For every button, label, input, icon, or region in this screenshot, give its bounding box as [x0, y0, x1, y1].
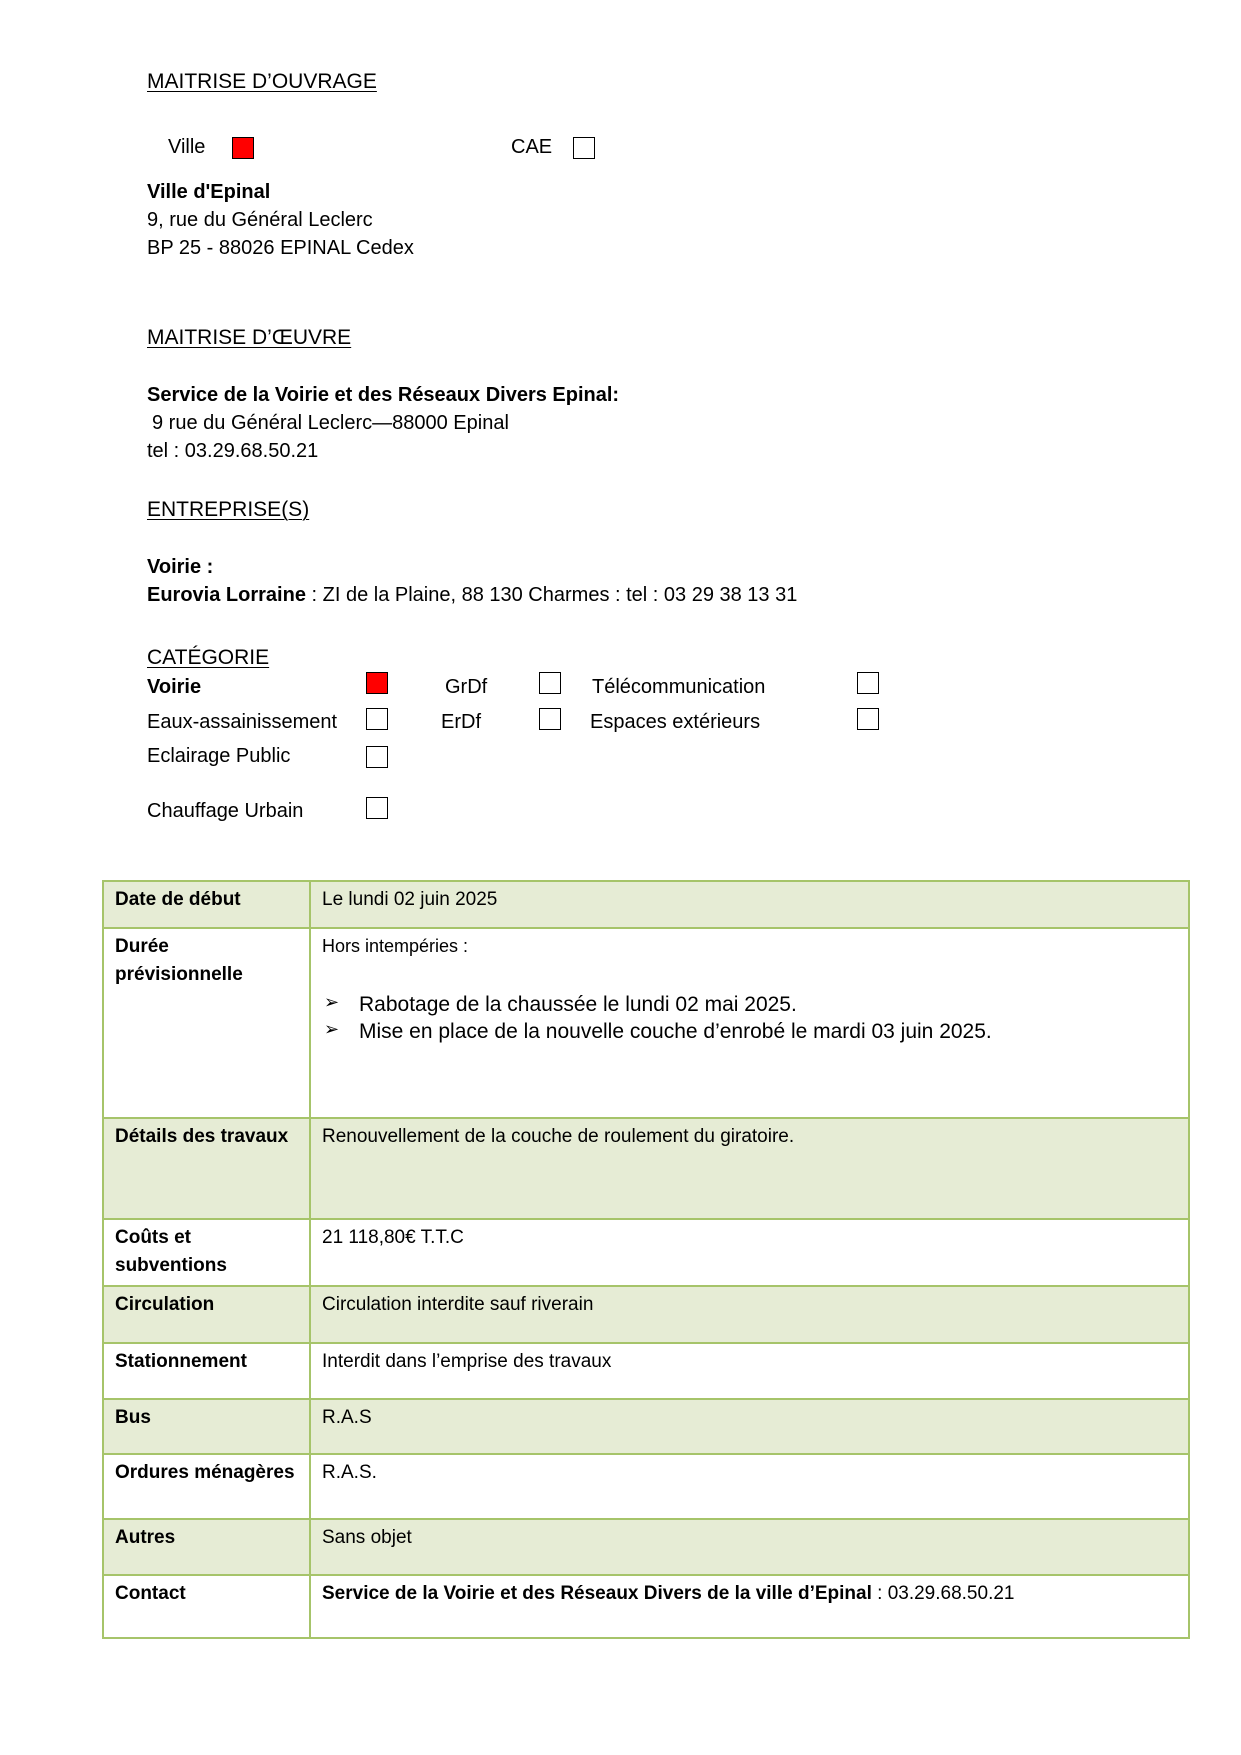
ouvrage-address-line1: 9, rue du Général Leclerc	[147, 209, 373, 231]
ouvrage-option-ville-label: Ville	[168, 136, 206, 158]
entreprise-domain: Voirie :	[147, 556, 214, 578]
bus-value: R.A.S	[310, 1399, 1189, 1454]
arrow-bullet-icon: ➢	[324, 1019, 340, 1040]
duree-step	[322, 991, 1178, 1018]
couts-label: Coûts et subventions	[103, 1219, 310, 1286]
categorie-label-espaces: Espaces extérieurs	[590, 711, 761, 733]
maitrise-ouvrage-heading: MAITRISE D’OUVRAGE	[147, 70, 377, 93]
contact-service-name: Service de la Voirie et des Réseaux Divers de la ville d’Epinal	[322, 1583, 872, 1605]
entreprises-heading: ENTREPRISE(S)	[147, 498, 310, 521]
details-value: Renouvellement de la couche de roulement du giratoire.	[310, 1118, 1189, 1219]
categorie-label-telecom: Télécommunication	[592, 676, 766, 698]
ordures-label: Ordures ménagères	[103, 1454, 310, 1519]
ouvrage-name: Ville d'Epinal	[147, 181, 271, 203]
oeuvre-name: Service de la Voirie et des Réseaux Divers Epinal:	[147, 384, 620, 406]
ouvrage-ville-checkbox[interactable]	[232, 137, 254, 159]
categorie-eaux-checkbox[interactable]	[366, 708, 388, 730]
contact-label: Contact	[103, 1575, 310, 1638]
contact-phone: : 03.29.68.50.21	[871, 1583, 1015, 1605]
couts-value: 21 118,80€ T.T.C	[310, 1219, 1189, 1286]
date-debut-label: Date de début	[103, 881, 310, 928]
table-row-bus	[103, 1399, 1189, 1454]
table-row-stationnement	[103, 1343, 1189, 1399]
table-row-contact	[103, 1575, 1189, 1638]
table-row-date-debut	[103, 881, 1189, 928]
autres-label: Autres	[103, 1519, 310, 1575]
circulation-label: Circulation	[103, 1286, 310, 1343]
ouvrage-cae-checkbox[interactable]	[573, 137, 595, 159]
duree-step-text: Mise en place de la nouvelle couche d’enrobé le mardi 03 juin 2025.	[359, 1020, 992, 1044]
duree-label: Durée prévisionnelle	[103, 928, 310, 1118]
circulation-value: Circulation interdite sauf riverain	[310, 1286, 1189, 1343]
categorie-label-voirie: Voirie	[147, 676, 202, 698]
categorie-label-erdf: ErDf	[441, 711, 481, 733]
entreprise-line	[147, 583, 797, 607]
table-row-autres	[103, 1519, 1189, 1575]
categorie-chauffage-checkbox[interactable]	[366, 797, 388, 819]
duree-step	[322, 1018, 1178, 1045]
bus-label: Bus	[103, 1399, 310, 1454]
stationnement-value: Interdit dans l’emprise des travaux	[310, 1343, 1189, 1399]
ordures-value: R.A.S.	[310, 1454, 1189, 1519]
contact-value	[310, 1575, 1189, 1638]
ouvrage-option-cae-label: CAE	[511, 136, 553, 158]
categorie-label-eclairage: Eclairage Public	[147, 745, 291, 767]
works-info-table	[102, 880, 1190, 1639]
duree-steps-list	[322, 991, 1178, 1046]
categorie-espaces-checkbox[interactable]	[857, 708, 879, 730]
categorie-label-chauffage: Chauffage Urbain	[147, 800, 304, 822]
duree-step-text: Rabotage de la chaussée le lundi 02 mai 2025.	[359, 993, 797, 1017]
table-row-duree	[103, 928, 1189, 1118]
table-row-details	[103, 1118, 1189, 1219]
categorie-label-grdf: GrDf	[445, 676, 488, 698]
oeuvre-address: 9 rue du Général Leclerc—88000 Epinal	[152, 412, 509, 434]
categorie-telecom-checkbox[interactable]	[857, 672, 879, 694]
categorie-heading: CATÉGORIE	[147, 646, 270, 669]
table-row-circulation	[103, 1286, 1189, 1343]
autres-value: Sans objet	[310, 1519, 1189, 1575]
details-label: Détails des travaux	[103, 1118, 310, 1219]
date-debut-value: Le lundi 02 juin 2025	[310, 881, 1189, 928]
duree-intro: Hors intempéries :	[322, 936, 469, 956]
categorie-grdf-checkbox[interactable]	[539, 672, 561, 694]
categorie-voirie-checkbox[interactable]	[366, 672, 388, 694]
maitrise-oeuvre-heading: MAITRISE D’ŒUVRE	[147, 326, 352, 349]
arrow-bullet-icon: ➢	[324, 992, 340, 1013]
duree-value	[310, 928, 1189, 1118]
table-row-ordures	[103, 1454, 1189, 1519]
categorie-erdf-checkbox[interactable]	[539, 708, 561, 730]
entreprise-company-details: : ZI de la Plaine, 88 130 Charmes : tel : 03 29 38 13 31	[311, 584, 798, 606]
entreprise-company-name: Eurovia Lorraine	[147, 584, 306, 606]
stationnement-label: Stationnement	[103, 1343, 310, 1399]
ouvrage-address-line2: BP 25 - 88026 EPINAL Cedex	[147, 237, 414, 259]
oeuvre-tel: tel : 03.29.68.50.21	[147, 440, 319, 462]
categorie-eclairage-checkbox[interactable]	[366, 746, 388, 768]
categorie-label-eaux: Eaux-assainissement	[147, 711, 338, 733]
table-row-couts	[103, 1219, 1189, 1286]
